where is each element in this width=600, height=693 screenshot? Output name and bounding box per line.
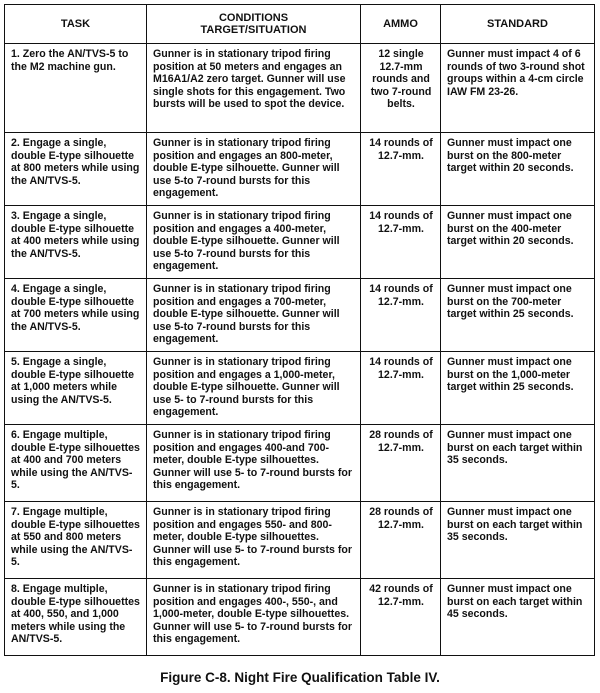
ammo-cell: 28 rounds of 12.7-mm. bbox=[361, 502, 441, 579]
standard-cell: Gunner must impact one burst on each target within 35 seconds. bbox=[441, 502, 595, 579]
header-conditions: CONDITIONS TARGET/SITUATION bbox=[147, 5, 361, 44]
conditions-cell: Gunner is in stationary tripod firing position and engages 400-and 700-meter, double E-type silhouettes. Gunner will use 5- to 7-round bursts for this engagement. bbox=[147, 425, 361, 502]
task-cell: 4. Engage a single, double E-type silhouette at 700 meters while using the AN/TVS-5. bbox=[5, 279, 147, 352]
conditions-cell: Gunner is in stationary tripod firing position and engages a 700-meter, double E-type silhouette. Gunner will use 5-to 7-round bursts for this engagement. bbox=[147, 279, 361, 352]
conditions-cell: Gunner is in stationary tripod firing position at 50 meters and engages an M16A1/A2 zero target. Gunner will use single shots for this engagement. Two bursts will be used to spot the device. bbox=[147, 44, 361, 133]
conditions-cell: Gunner is in stationary tripod firing position and engages 550- and 800-meter, double E-type silhouettes. Gunner will use 5- to 7-round bursts for this engagement. bbox=[147, 502, 361, 579]
standard-cell: Gunner must impact one burst on the 400-meter target within 20 seconds. bbox=[441, 206, 595, 279]
standard-cell: Gunner must impact one burst on each target within 45 seconds. bbox=[441, 579, 595, 656]
table-header-row bbox=[5, 5, 595, 44]
task-cell: 3. Engage a single, double E-type silhouette at 400 meters while using the AN/TVS-5. bbox=[5, 206, 147, 279]
ammo-cell: 14 rounds of 12.7-mm. bbox=[361, 206, 441, 279]
standard-cell: Gunner must impact one burst on the 1,000-meter target within 25 seconds. bbox=[441, 352, 595, 425]
table-row bbox=[5, 425, 595, 502]
task-cell: 2. Engage a single, double E-type silhouette at 800 meters while using the AN/TVS-5. bbox=[5, 133, 147, 206]
table-row bbox=[5, 133, 595, 206]
standard-cell: Gunner must impact one burst on the 800-meter target within 20 seconds. bbox=[441, 133, 595, 206]
table-row bbox=[5, 206, 595, 279]
table-row bbox=[5, 352, 595, 425]
header-ammo: AMMO bbox=[361, 5, 441, 44]
standard-cell: Gunner must impact 4 of 6 rounds of two 3-round shot groups within a 4-cm circle IAW FM 23-26. bbox=[441, 44, 595, 133]
conditions-cell: Gunner is in stationary tripod firing position and engages a 400-meter, double E-type silhouette. Gunner will use 5-to 7-round bursts for this engagement. bbox=[147, 206, 361, 279]
table-row bbox=[5, 44, 595, 133]
qualification-table-container bbox=[4, 4, 594, 656]
conditions-cell: Gunner is in stationary tripod firing position and engages an 800-meter, double E-type silhouette. Gunner will use 5-to 7-round bursts for this engagement. bbox=[147, 133, 361, 206]
night-fire-qualification-table bbox=[4, 4, 595, 656]
header-task: TASK bbox=[5, 5, 147, 44]
ammo-cell: 14 rounds of 12.7-mm. bbox=[361, 352, 441, 425]
task-cell: 8. Engage multiple, double E-type silhouettes at 400, 550, and 1,000 meters while using the AN/TVS-5. bbox=[5, 579, 147, 656]
header-standard: STANDARD bbox=[441, 5, 595, 44]
ammo-cell: 42 rounds of 12.7-mm. bbox=[361, 579, 441, 656]
conditions-cell: Gunner is in stationary tripod firing position and engages a 1,000-meter, double E-type silhouette. Gunner will use 5- to 7-round bursts for this engagement. bbox=[147, 352, 361, 425]
ammo-cell: 14 rounds of 12.7-mm. bbox=[361, 133, 441, 206]
conditions-cell: Gunner is in stationary tripod firing position and engages 400-, 550-, and 1,000-meter, double E-type silhouettes. Gunner will use 5- to 7-round bursts for this engagement. bbox=[147, 579, 361, 656]
table-row bbox=[5, 502, 595, 579]
ammo-cell: 14 rounds of 12.7-mm. bbox=[361, 279, 441, 352]
ammo-cell: 28 rounds of 12.7-mm. bbox=[361, 425, 441, 502]
task-cell: 7. Engage multiple, double E-type silhouettes at 550 and 800 meters while using the AN/TVS-5. bbox=[5, 502, 147, 579]
table-row bbox=[5, 279, 595, 352]
table-row bbox=[5, 579, 595, 656]
task-cell: 1. Zero the AN/TVS-5 to the M2 machine gun. bbox=[5, 44, 147, 133]
standard-cell: Gunner must impact one burst on each target within 35 seconds. bbox=[441, 425, 595, 502]
ammo-cell: 12 single 12.7-mm rounds and two 7-round belts. bbox=[361, 44, 441, 133]
figure-caption: Figure C-8. Night Fire Qualification Table IV. bbox=[160, 670, 440, 685]
task-cell: 5. Engage a single, double E-type silhouette at 1,000 meters while using the AN/TVS-5. bbox=[5, 352, 147, 425]
standard-cell: Gunner must impact one burst on the 700-meter target within 25 seconds. bbox=[441, 279, 595, 352]
task-cell: 6. Engage multiple, double E-type silhouettes at 400 and 700 meters while using the AN/TVS-5. bbox=[5, 425, 147, 502]
